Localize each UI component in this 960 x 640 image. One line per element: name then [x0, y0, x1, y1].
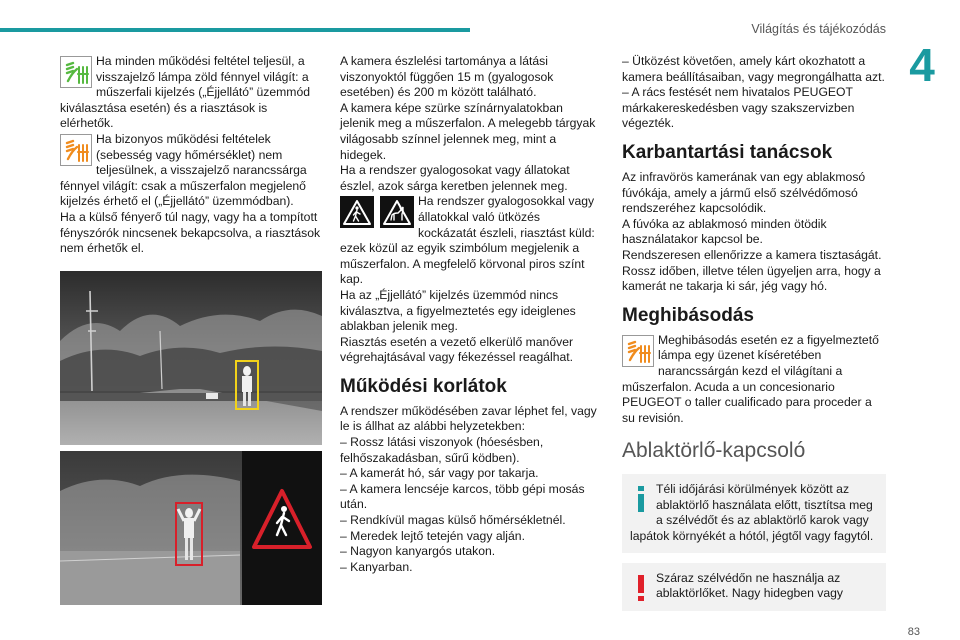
- list-item: – Rossz látási viszonyok (hóesésben, felhőszakadásban, sűrű ködben).: [340, 435, 544, 465]
- list-item: – Kanyarban.: [340, 559, 413, 574]
- washer-nozzle-text: Az infravörös kamerának van egy ablakmosó fúvókája, amely a jármű első szélvédőmosó rendszeréhez kapcsolódik.: [622, 169, 866, 216]
- warning-note-text: Száraz szélvédőn ne használja az ablaktörlőket. Nagy hidegben vagy: [656, 570, 843, 601]
- green-indicator-text: Ha minden működési feltétel teljesül, a visszajelző lámpa zöld fénnyel világít: a műszerfali kijelzés („Éjjellátó” üzemmód kiválasztása esetén) és a riasztások is elérhetők.: [60, 54, 311, 131]
- orange-indicator-text: Ha bizonyos működési feltételek (sebesség vagy hőmérséklet) nem teljesülnek, a visszajelző narancssárga fénnyel világít: csak a műszerfalon megjelenő kijelzés érhető el („Éjjellátó” üzemmódban).: [60, 131, 307, 209]
- pedestrian-alert-icon: [340, 196, 374, 228]
- night-vision-fault-warning-icon: [622, 335, 654, 367]
- chapter-number: 4: [909, 39, 935, 91]
- fault-paragraph: [622, 333, 886, 427]
- night-vision-orange-indicator-icon: [60, 134, 92, 166]
- nozzle-activation-text: A fúvóka az ablakmosó minden ötödik használatakor kapcsol be.: [622, 216, 827, 247]
- limits-intro: A rendszer működésében zavar léphet fel, vagy le is állhat az alábbi helyzetekben:: [340, 403, 597, 434]
- column-2: [340, 54, 600, 575]
- fault-heading: Meghibásodás: [622, 304, 754, 326]
- limits-heading: Működési korlátok: [340, 375, 507, 397]
- page-number: 83: [907, 626, 920, 638]
- detection-frame-text: Ha a rendszer gyalogosokat vagy állatokat észlel, azok sárga keretben jelennek meg.: [340, 163, 570, 193]
- green-indicator-paragraph: [60, 54, 322, 132]
- camera-range-text: A kamera észlelési tartománya a látási viszonyoktól függően 15 m (gyalogosok esetében) és 200 m között található.: [340, 54, 554, 100]
- night-vision-green-indicator-icon: [60, 56, 92, 88]
- chapter-accent-bar: [0, 28, 470, 32]
- temporary-window-text: Ha az „Éjjellátó” kijelzés üzemmód nincs kiválasztva, a figyelmeztetés egy ideiglenes ablakban jelenik meg.: [340, 287, 576, 334]
- list-item: – A kamerát hó, sár vagy por takarja.: [340, 466, 539, 481]
- info-note: [622, 474, 886, 552]
- camera-grayscale-text: A kamera képe szürke színárnyalatokban jelenik meg a műszerfalon. A melegebb tárgyak világosabb színnel jelennek meg, mint a hidegek.: [340, 100, 596, 162]
- list-item: – Nagyon kanyargós utakon.: [340, 544, 496, 559]
- wiper-switch-heading: Ablaktörlő-kapcsoló: [622, 439, 806, 463]
- orange-indicator-paragraph: [60, 132, 322, 210]
- warning-note: [622, 563, 886, 611]
- column-3: [622, 54, 886, 611]
- list-item: – A rács festését nem hivatalos PEUGEOT márkakereskedésben vagy szakszervizben végezték.: [622, 85, 855, 131]
- animal-alert-icon: [380, 196, 414, 228]
- thermal-camera-road-image: [60, 271, 322, 445]
- info-icon: [632, 484, 650, 514]
- headlights-paragraph: Ha a külső fényerő túl nagy, vagy ha a tompított fényszórók nincsenek bekapcsolva, a riasztások nem érhetők el.: [60, 209, 321, 256]
- limits-list: [340, 435, 600, 575]
- driver-reaction-text: Riasztás esetén a vezető elkerülő manőver végrehajtásával vagy fékezéssel reagálhat.: [340, 334, 574, 365]
- camera-cleaning-text: Rendszeresen ellenőrizze a kamera tisztaságát. Rossz időben, illetve télen ügyeljen arra, hogy a kamerát ne takarja ki sár, jég vagy hó.: [622, 247, 882, 294]
- column-1: [60, 54, 322, 605]
- exclamation-warning-icon: [632, 573, 650, 603]
- info-note-text: Téli időjárási körülmények között az ablaktörlő használata előtt, tisztítsa meg a szélvédőt és az ablaktörlő karok vagy lapátok környékét a hótól, jégtől vagy fagytól.: [630, 482, 874, 544]
- list-item: – Ütközést követően, amely kárt okozhatott a kamera beállításaiban, vagy megrongálhatta azt.: [622, 54, 885, 84]
- collision-alert-text: Ha rendszer gyalogosokkal vagy állatokkal való ütközés kockázatát észleli, riasztást küld: ezek közül az egyik szimbólum megjelenik a műszerfalon. A megfelelő körvonal piros színt kap.: [340, 194, 595, 287]
- fault-text: Meghibásodás esetén ez a figyelmeztető lámpa egy üzenet kíséretében narancssárgán kezd el világítani a műszerfalon. Acuda a un concesionario PEUGEOT o taller cualificado para proceder a su revisión.: [622, 332, 879, 425]
- maintenance-heading: Karbantartási tanácsok: [622, 141, 833, 163]
- list-item: – A kamera lencséje karcos, több gépi mosás után.: [340, 481, 585, 512]
- alert-symbols-paragraph: [340, 194, 600, 288]
- list-item: – Rendkívül magas külső hőmérsékletnél.: [340, 513, 566, 528]
- page-header-title: Világítás és tájékozódás: [751, 22, 886, 36]
- list-item: – Meredek lejtő tetején vagy alján.: [340, 528, 525, 543]
- thermal-camera-pedestrian-alert-image: [60, 451, 322, 605]
